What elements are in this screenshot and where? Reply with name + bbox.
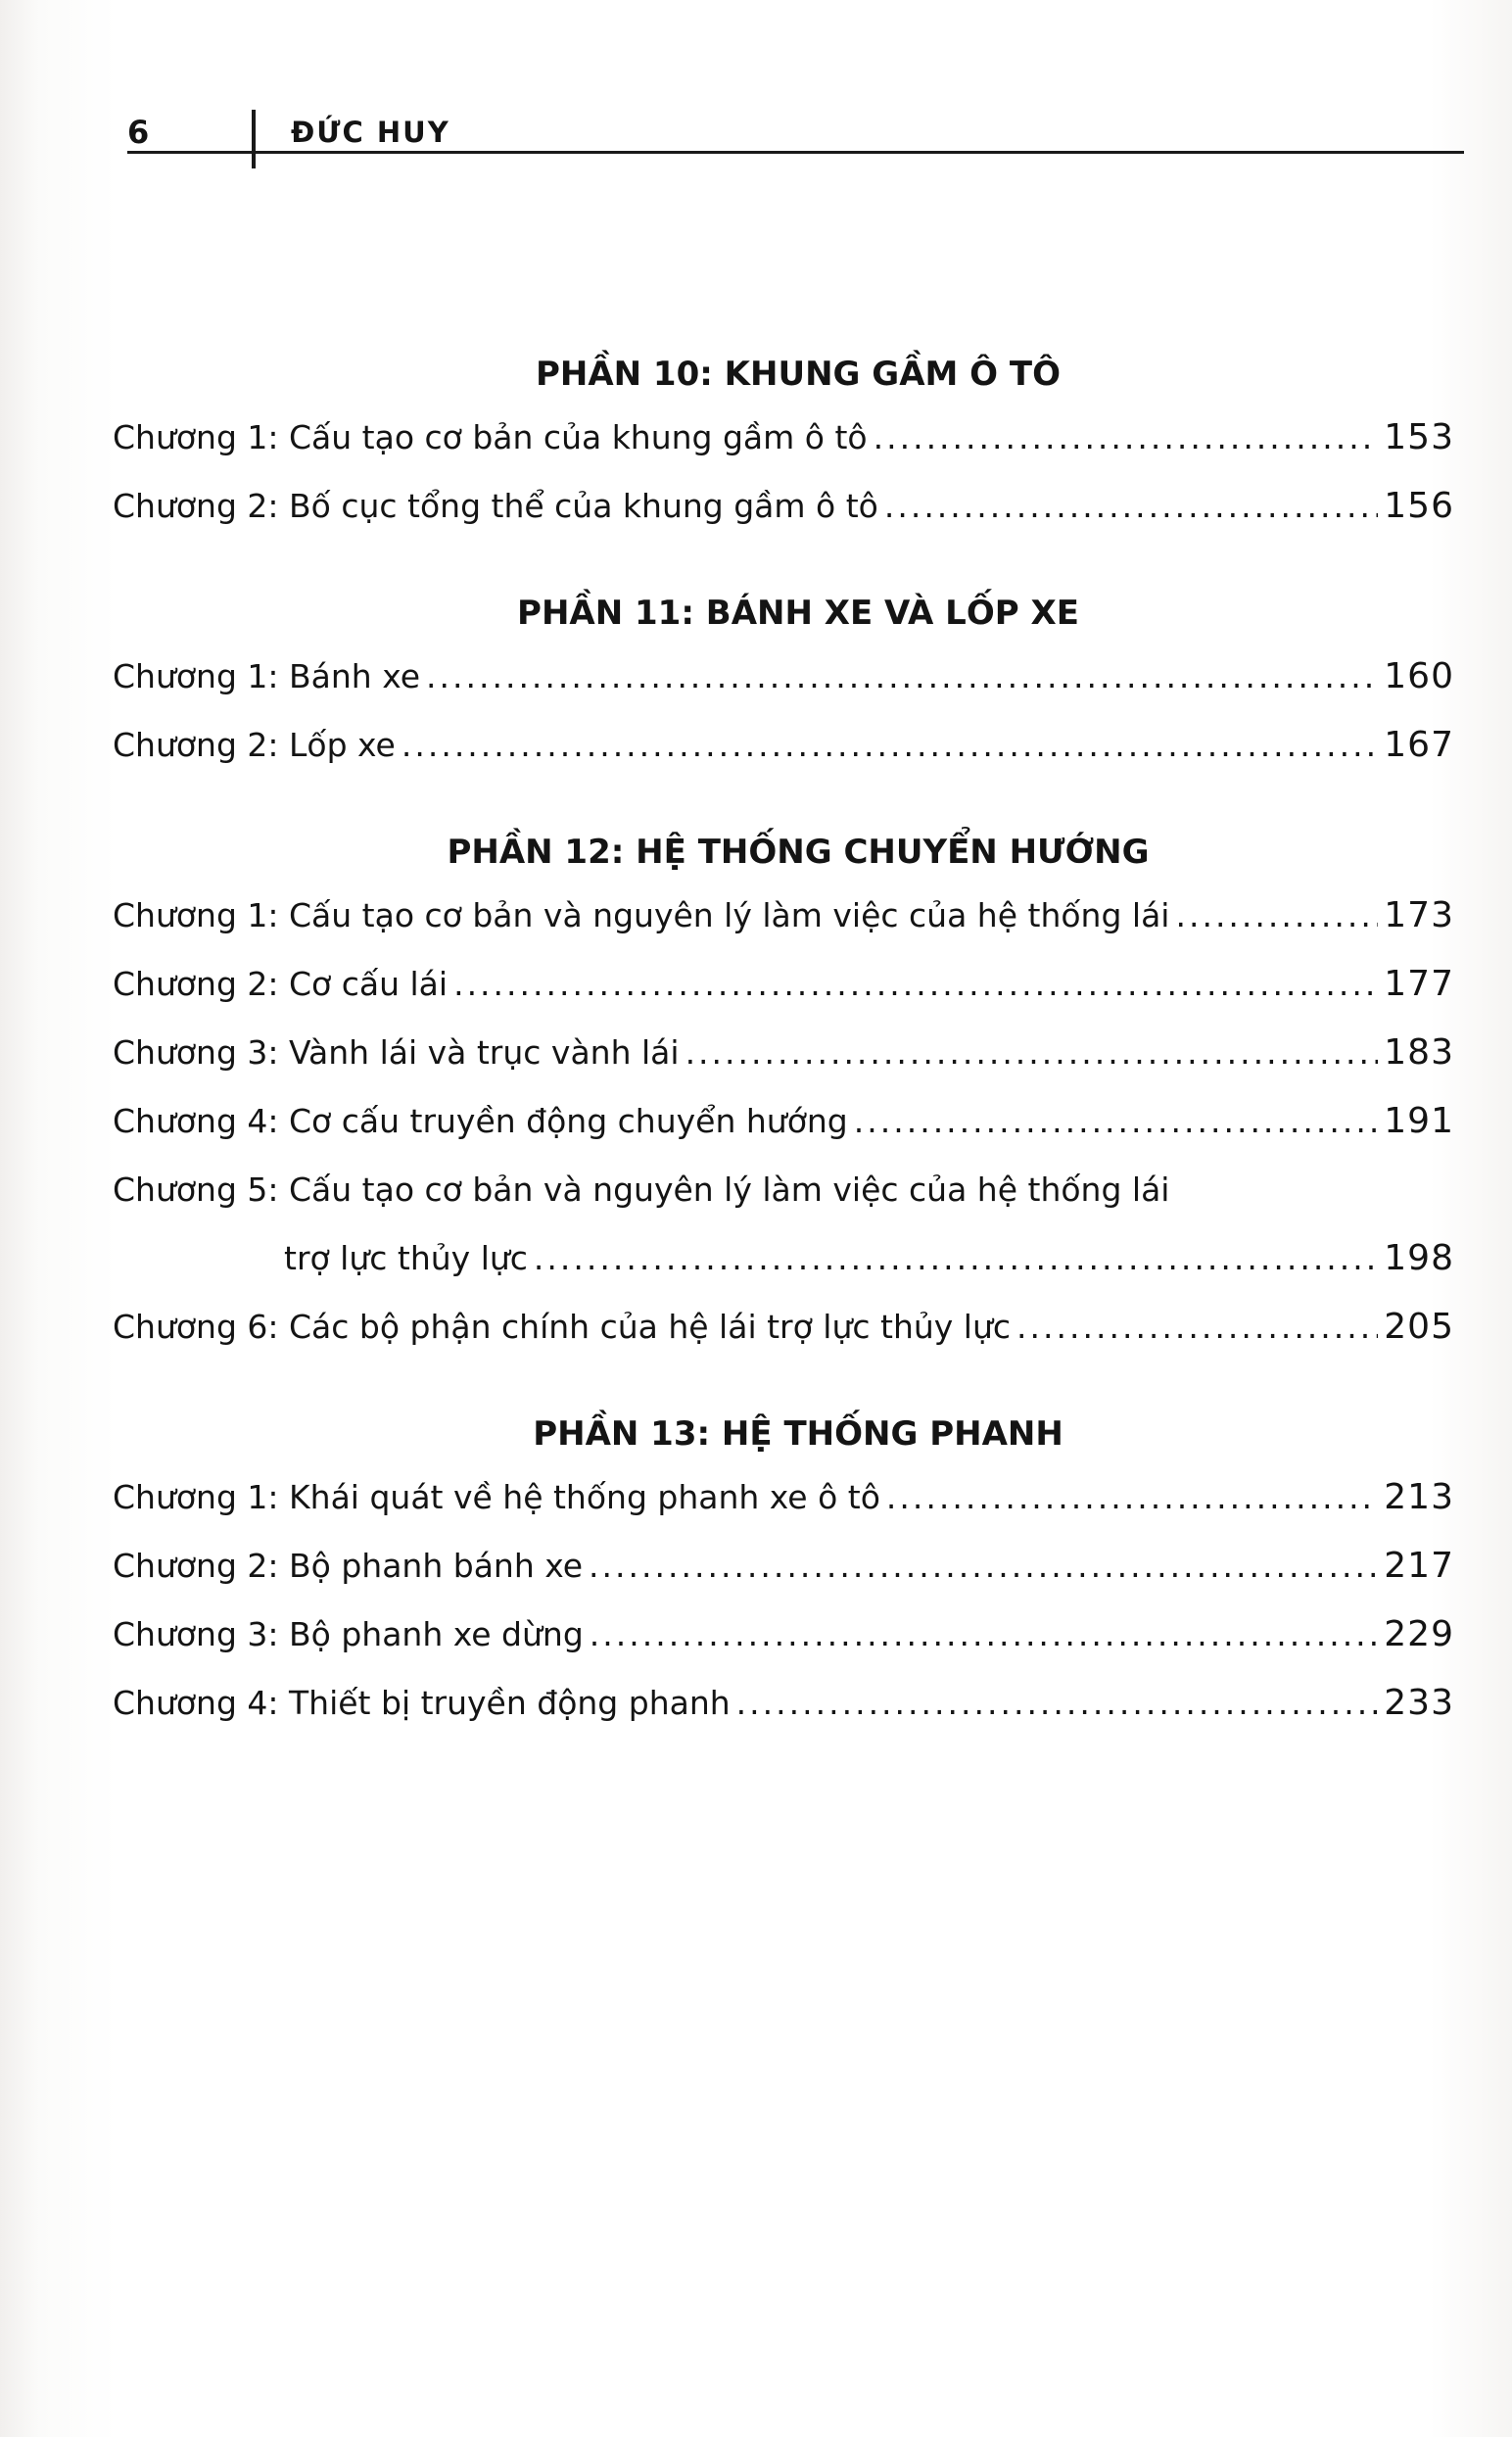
toc-entry[interactable] — [113, 1156, 1454, 1293]
table-of-contents — [113, 349, 1454, 1785]
part-title: PHẦN 12: HỆ THỐNG CHUYỂN HƯỚNG — [447, 833, 1150, 872]
page-reference: 217 — [1384, 1546, 1454, 1586]
toc-entry[interactable] — [113, 711, 1454, 780]
toc-entry[interactable] — [113, 1669, 1454, 1738]
dot-leader — [886, 1463, 1378, 1532]
page-reference: 183 — [1384, 1032, 1454, 1073]
dot-leader — [685, 1019, 1379, 1087]
page-reference: 153 — [1384, 417, 1454, 457]
dot-leader — [453, 950, 1378, 1019]
page-reference: 160 — [1384, 656, 1454, 696]
toc-part-12 — [113, 827, 1454, 1362]
chapter-title: Chương 2: Lốp xe — [113, 726, 396, 764]
part-title: PHẦN 10: KHUNG GẦM Ô TÔ — [535, 355, 1062, 394]
page-reference: 198 — [1384, 1238, 1454, 1278]
page-reference: 233 — [1384, 1683, 1454, 1723]
toc-entry[interactable] — [113, 1087, 1454, 1156]
dot-leader — [426, 643, 1378, 711]
dot-leader — [590, 1601, 1379, 1669]
chapter-title: Chương 2: Bố cục tổng thể của khung gầm ô tô — [113, 487, 878, 525]
chapter-title-continued: trợ lực thủy lực — [284, 1239, 528, 1277]
toc-entry[interactable] — [113, 404, 1454, 472]
chapter-title: Chương 1: Bánh xe — [113, 657, 421, 695]
dot-leader — [402, 711, 1378, 780]
running-title: ĐỨC HUY — [291, 116, 450, 149]
part-title: PHẦN 13: HỆ THỐNG PHANH — [533, 1414, 1063, 1454]
page-reference: 167 — [1384, 725, 1454, 765]
dot-leader — [589, 1532, 1378, 1601]
chapter-title: Chương 4: Thiết bị truyền động phanh — [113, 1684, 731, 1722]
page-number: 6 — [127, 114, 150, 151]
chapter-title: Chương 6: Các bộ phận chính của hệ lái trợ lực thủy lực — [113, 1308, 1012, 1346]
part-title: PHẦN 11: BÁNH XE VÀ LỐP XE — [517, 594, 1079, 633]
page-reference: 156 — [1384, 486, 1454, 526]
dot-leader — [884, 472, 1378, 541]
dot-leader — [736, 1669, 1379, 1738]
dot-leader — [854, 1087, 1379, 1156]
toc-part-13 — [113, 1409, 1454, 1738]
toc-entry[interactable] — [113, 1019, 1454, 1087]
page-reference: 229 — [1384, 1614, 1454, 1654]
toc-entry[interactable] — [113, 472, 1454, 541]
chapter-title: Chương 1: Cấu tạo cơ bản của khung gầm ô tô — [113, 418, 868, 456]
toc-entry[interactable] — [113, 1532, 1454, 1601]
dot-leader — [874, 404, 1379, 472]
running-header — [127, 110, 1464, 155]
page-reference: 177 — [1384, 964, 1454, 1004]
dot-leader — [1016, 1293, 1378, 1362]
chapter-title: Chương 5: Cấu tạo cơ bản và nguyên lý làm việc của hệ thống lái — [113, 1171, 1170, 1209]
chapter-title: Chương 3: Bộ phanh xe dừng — [113, 1615, 584, 1653]
page-reference: 205 — [1384, 1307, 1454, 1347]
toc-entry[interactable] — [113, 950, 1454, 1019]
chapter-title: Chương 2: Bộ phanh bánh xe — [113, 1547, 584, 1585]
chapter-title: Chương 1: Cấu tạo cơ bản và nguyên lý làm việc của hệ thống lái — [113, 896, 1170, 934]
toc-part-11 — [113, 588, 1454, 780]
toc-entry[interactable] — [113, 1463, 1454, 1532]
chapter-title: Chương 3: Vành lái và trục vành lái — [113, 1033, 680, 1072]
dot-leader — [1175, 882, 1378, 950]
chapter-title: Chương 1: Khái quát về hệ thống phanh xe ô tô — [113, 1478, 880, 1516]
chapter-title: Chương 4: Cơ cấu truyền động chuyển hướng — [113, 1102, 848, 1140]
toc-entry[interactable] — [113, 882, 1454, 950]
header-divider-bar — [252, 110, 256, 168]
page-reference: 191 — [1384, 1101, 1454, 1141]
toc-part-10 — [113, 349, 1454, 541]
page-reference: 213 — [1384, 1477, 1454, 1517]
dot-leader — [534, 1224, 1378, 1293]
toc-entry[interactable] — [113, 1601, 1454, 1669]
chapter-title: Chương 2: Cơ cấu lái — [113, 965, 449, 1003]
chapter-title-continued-line — [113, 1224, 1454, 1293]
toc-entry[interactable] — [113, 643, 1454, 711]
page-reference: 173 — [1384, 895, 1454, 935]
header-rule — [127, 151, 1464, 154]
toc-entry[interactable] — [113, 1293, 1454, 1362]
